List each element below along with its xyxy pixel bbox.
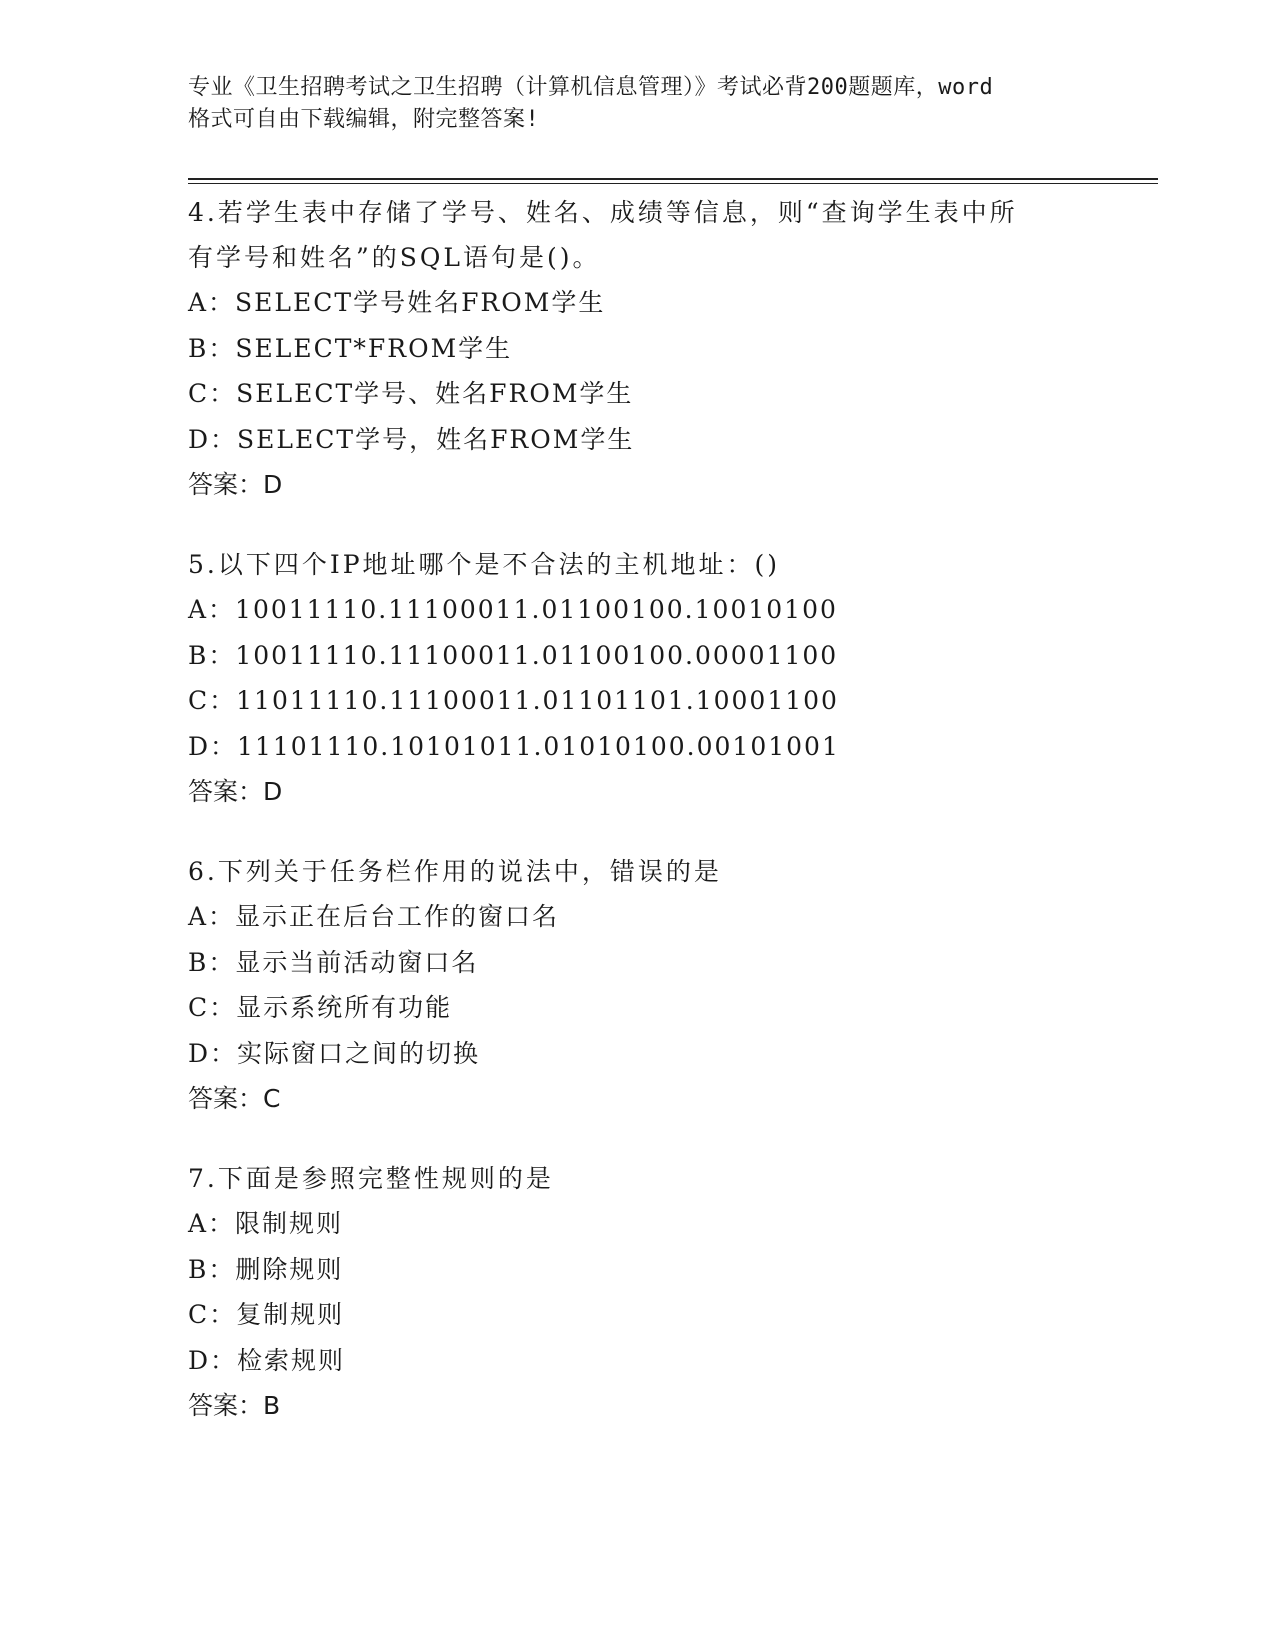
option-b: B：删除规则 — [188, 1254, 344, 1284]
option-c: C：11011110.11100011.01101101.10001100 — [188, 686, 839, 715]
header-line-1: 专业《卫生招聘考试之卫生招聘（计算机信息管理）》考试必背200题题库，word — [188, 75, 994, 100]
question-stem-line: 6.下列关于任务栏作用的说法中，错误的是 — [188, 857, 722, 886]
answer-value: B — [263, 1391, 281, 1420]
document-header — [188, 72, 1088, 136]
answer-label: 答案： — [188, 1391, 264, 1420]
option-b: B：10011110.11100011.01100100.00001100 — [188, 640, 839, 670]
question-list — [188, 190, 1148, 1463]
question-stem-line: 5.以下四个IP地址哪个是不合法的主机地址：() — [188, 550, 781, 579]
option-b: B：显示当前活动窗口名 — [188, 947, 479, 977]
answer-line — [188, 769, 1148, 815]
option-d: D：11101110.10101011.01010100.00101001 — [188, 731, 840, 761]
question-stem-line: 有学号和姓名”的SQL语句是()。 — [188, 243, 601, 272]
option-a: A：10011110.11100011.01100100.10010100 — [188, 595, 838, 624]
option-d: D：实际窗口之间的切换 — [188, 1038, 481, 1068]
header-divider-thin — [188, 183, 1158, 184]
question-4 — [188, 190, 1148, 508]
answer-label: 答案： — [188, 1084, 264, 1113]
header-divider-thick — [188, 178, 1158, 180]
question-6 — [188, 849, 1148, 1122]
answer-value: C — [263, 1084, 281, 1113]
option-c: C：显示系统所有功能 — [188, 993, 453, 1022]
option-c: C：SELECT学号、姓名FROM学生 — [188, 379, 634, 408]
question-stem-line: 4.若学生表中存储了学号、姓名、成绩等信息，则“查询学生表中所 — [188, 198, 1018, 227]
answer-value: D — [263, 470, 283, 499]
option-a: A：显示正在后台工作的窗口名 — [188, 902, 560, 931]
option-d: D：检索规则 — [188, 1345, 346, 1375]
question-7 — [188, 1156, 1148, 1429]
answer-line — [188, 1383, 1148, 1429]
answer-label: 答案： — [188, 777, 264, 806]
option-d: D：SELECT学号，姓名FROM学生 — [188, 424, 635, 454]
option-a: A：限制规则 — [188, 1209, 344, 1238]
option-a: A：SELECT学号姓名FROM学生 — [188, 288, 606, 317]
answer-value: D — [263, 777, 283, 806]
answer-line — [188, 462, 1148, 508]
option-c: C：复制规则 — [188, 1300, 345, 1329]
option-b: B：SELECT*FROM学生 — [188, 333, 513, 363]
answer-label: 答案： — [188, 470, 264, 499]
header-line-2: 格式可自由下载编辑，附完整答案! — [188, 107, 540, 132]
question-stem-line: 7.下面是参照完整性规则的是 — [188, 1164, 554, 1193]
question-5 — [188, 542, 1148, 815]
answer-line — [188, 1076, 1148, 1122]
